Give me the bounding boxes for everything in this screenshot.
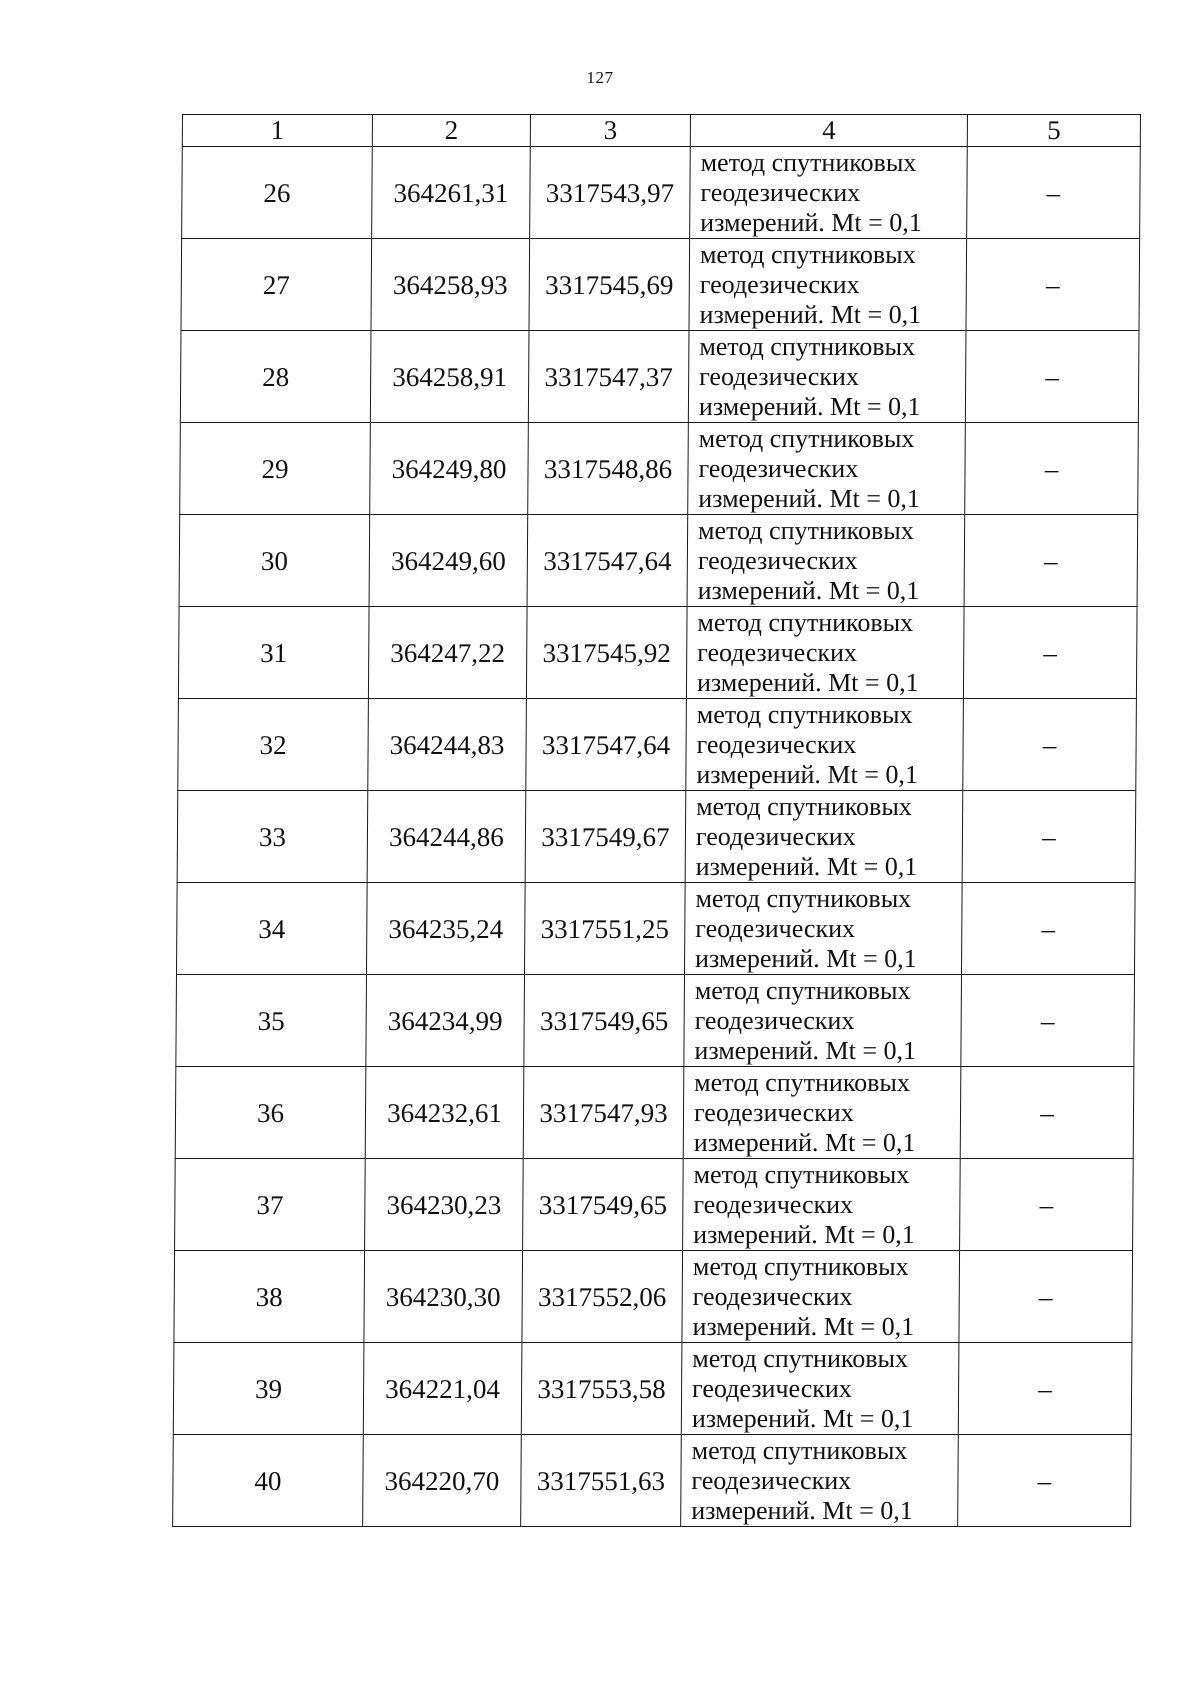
point-number-cell: 26: [182, 147, 373, 239]
note-cell: –: [958, 1435, 1132, 1527]
table-row: [180, 423, 1139, 515]
method-line: геодезических: [692, 1281, 853, 1311]
method-line: геодезических: [693, 1097, 854, 1127]
method-line: измерений. Mt = 0,1: [698, 483, 921, 513]
method-cell: [688, 423, 966, 515]
method-line: геодезических: [698, 453, 859, 483]
method-cell: [686, 699, 964, 791]
coordinate-x-cell: 364249,60: [369, 515, 528, 607]
table-row: [176, 975, 1135, 1067]
coordinate-y-cell: 3317548,86: [528, 423, 689, 515]
table-row: [177, 791, 1136, 883]
method-line: метод спутниковых: [692, 1251, 909, 1281]
point-number-cell: 37: [175, 1159, 366, 1251]
coordinate-x-cell: 364230,30: [364, 1251, 523, 1343]
coordinate-y-cell: 3317549,65: [524, 975, 685, 1067]
table-row: [175, 1159, 1134, 1251]
coordinate-x-cell: 364234,99: [366, 975, 525, 1067]
method-cell: [689, 239, 967, 331]
point-number-cell: 39: [173, 1343, 364, 1435]
coordinate-y-cell: 3317545,69: [529, 239, 690, 331]
method-line: метод спутниковых: [699, 331, 916, 361]
note-cell: –: [963, 699, 1137, 791]
point-number-cell: 28: [180, 331, 371, 423]
note-cell: –: [960, 1159, 1134, 1251]
method-cell: [687, 515, 965, 607]
point-number-cell: 38: [174, 1251, 365, 1343]
point-number-cell: 30: [179, 515, 370, 607]
method-line: геодезических: [695, 913, 856, 943]
method-line: метод спутниковых: [691, 1435, 908, 1465]
note-cell: –: [961, 883, 1135, 975]
method-line: метод спутниковых: [696, 791, 912, 821]
note-cell: –: [964, 515, 1138, 607]
coordinate-y-cell: 3317551,63: [521, 1435, 682, 1527]
method-line: геодезических: [695, 821, 856, 851]
method-line: метод спутниковых: [694, 975, 911, 1005]
coordinate-y-cell: 3317552,06: [522, 1251, 683, 1343]
note-cell: –: [965, 331, 1139, 423]
header-cell-4: 4: [690, 115, 967, 147]
method-line: измерений. Mt = 0,1: [695, 851, 918, 881]
method-cell: [688, 331, 966, 423]
method-cell: [685, 791, 963, 883]
table-row: [179, 515, 1138, 607]
coordinate-y-cell: 3317549,65: [523, 1159, 684, 1251]
table-row: [176, 883, 1135, 975]
method-line: геодезических: [696, 729, 857, 759]
method-line: измерений. Mt = 0,1: [694, 1035, 917, 1065]
table-row: [178, 699, 1137, 791]
method-line: метод спутниковых: [697, 515, 914, 545]
coordinate-x-cell: 364235,24: [366, 883, 525, 975]
method-line: измерений. Mt = 0,1: [692, 1311, 915, 1341]
method-cell: [684, 883, 962, 975]
coordinate-y-cell: 3317547,64: [527, 515, 688, 607]
method-line: геодезических: [700, 177, 861, 207]
point-number-cell: 32: [178, 699, 369, 791]
point-number-cell: 35: [176, 975, 367, 1067]
header-row: [182, 115, 1140, 147]
coordinate-y-cell: 3317549,67: [525, 791, 686, 883]
method-line: геодезических: [693, 1189, 854, 1219]
coordinate-x-cell: 364247,22: [368, 607, 527, 699]
coordinate-y-cell: 3317547,93: [523, 1067, 684, 1159]
point-number-cell: 40: [173, 1435, 364, 1527]
coordinate-y-cell: 3317543,97: [530, 147, 691, 239]
header-cell-1: 1: [182, 115, 372, 147]
method-cell: [682, 1251, 960, 1343]
coordinate-x-cell: 364220,70: [363, 1435, 522, 1527]
point-number-cell: 36: [175, 1067, 366, 1159]
table-row: [178, 607, 1137, 699]
method-line: геодезических: [697, 545, 858, 575]
method-line: метод спутниковых: [692, 1343, 909, 1373]
table-row: [173, 1435, 1132, 1527]
header-cell-5: 5: [967, 115, 1140, 147]
method-line: метод спутниковых: [700, 147, 917, 177]
method-line: измерений. Mt = 0,1: [697, 575, 920, 605]
coordinate-y-cell: 3317547,37: [528, 331, 689, 423]
coordinate-x-cell: 364249,80: [370, 423, 529, 515]
coordinate-x-cell: 364258,93: [371, 239, 530, 331]
method-line: геодезических: [691, 1465, 852, 1495]
table-row: [175, 1067, 1134, 1159]
point-number-cell: 27: [181, 239, 372, 331]
method-line: измерений. Mt = 0,1: [691, 1403, 914, 1433]
coordinate-x-cell: 364230,23: [365, 1159, 524, 1251]
coordinate-x-cell: 364244,86: [367, 791, 526, 883]
table-row: [174, 1251, 1133, 1343]
coordinate-x-cell: 364232,61: [365, 1067, 524, 1159]
table-row: [181, 239, 1140, 331]
method-cell: [683, 1067, 961, 1159]
coordinate-x-cell: 364258,91: [370, 331, 529, 423]
note-cell: –: [966, 239, 1140, 331]
page-number: 127: [586, 68, 614, 87]
method-line: метод спутниковых: [698, 423, 915, 453]
note-cell: –: [959, 1251, 1133, 1343]
coordinate-y-cell: 3317551,25: [524, 883, 685, 975]
method-line: метод спутниковых: [693, 1159, 910, 1189]
table-row: [180, 331, 1139, 423]
coordinate-x-cell: 364244,83: [368, 699, 527, 791]
method-line: измерений. Mt = 0,1: [693, 1127, 916, 1157]
method-line: геодезических: [697, 637, 858, 667]
method-line: метод спутниковых: [695, 883, 912, 913]
point-number-cell: 34: [176, 883, 367, 975]
coordinates-table: [172, 114, 1141, 1527]
method-cell: [683, 1159, 961, 1251]
method-cell: [681, 1435, 959, 1527]
method-cell: [684, 975, 962, 1067]
coordinate-x-cell: 364261,31: [372, 147, 531, 239]
note-cell: –: [961, 975, 1135, 1067]
coordinate-y-cell: 3317547,64: [526, 699, 687, 791]
method-cell: [686, 607, 964, 699]
method-line: измерений. Mt = 0,1: [700, 207, 922, 237]
point-number-cell: 33: [177, 791, 368, 883]
note-cell: –: [963, 607, 1137, 699]
method-cell: [690, 147, 968, 239]
method-line: измерений. Mt = 0,1: [693, 1219, 915, 1249]
note-cell: –: [967, 147, 1141, 239]
method-line: измерений. Mt = 0,1: [696, 759, 919, 789]
method-line: измерений. Mt = 0,1: [699, 299, 922, 329]
note-cell: –: [960, 1067, 1134, 1159]
coordinate-y-cell: 3317545,92: [526, 607, 687, 699]
method-line: геодезических: [699, 269, 860, 299]
point-number-cell: 31: [178, 607, 369, 699]
header-cell-2: 2: [372, 115, 530, 147]
point-number-cell: 29: [180, 423, 371, 515]
method-line: метод спутниковых: [694, 1067, 911, 1097]
header-cell-3: 3: [530, 115, 690, 147]
coordinate-y-cell: 3317553,58: [521, 1343, 682, 1435]
method-line: измерений. Mt = 0,1: [698, 391, 921, 421]
note-cell: –: [962, 791, 1136, 883]
method-line: геодезических: [694, 1005, 855, 1035]
table-row: [182, 147, 1141, 239]
method-line: измерений. Mt = 0,1: [696, 667, 919, 697]
method-line: метод спутниковых: [699, 239, 916, 269]
method-line: геодезических: [692, 1373, 852, 1403]
method-line: метод спутниковых: [696, 699, 913, 729]
coordinate-x-cell: 364221,04: [363, 1343, 522, 1435]
note-cell: –: [965, 423, 1139, 515]
method-line: измерений. Mt = 0,1: [691, 1495, 913, 1525]
method-line: измерений. Mt = 0,1: [695, 943, 917, 973]
method-line: метод спутниковых: [697, 607, 914, 637]
table-header: [182, 115, 1140, 147]
method-cell: [681, 1343, 959, 1435]
method-line: геодезических: [699, 361, 860, 391]
table-body: [173, 147, 1141, 1527]
table-row: [173, 1343, 1132, 1435]
note-cell: –: [958, 1343, 1132, 1435]
